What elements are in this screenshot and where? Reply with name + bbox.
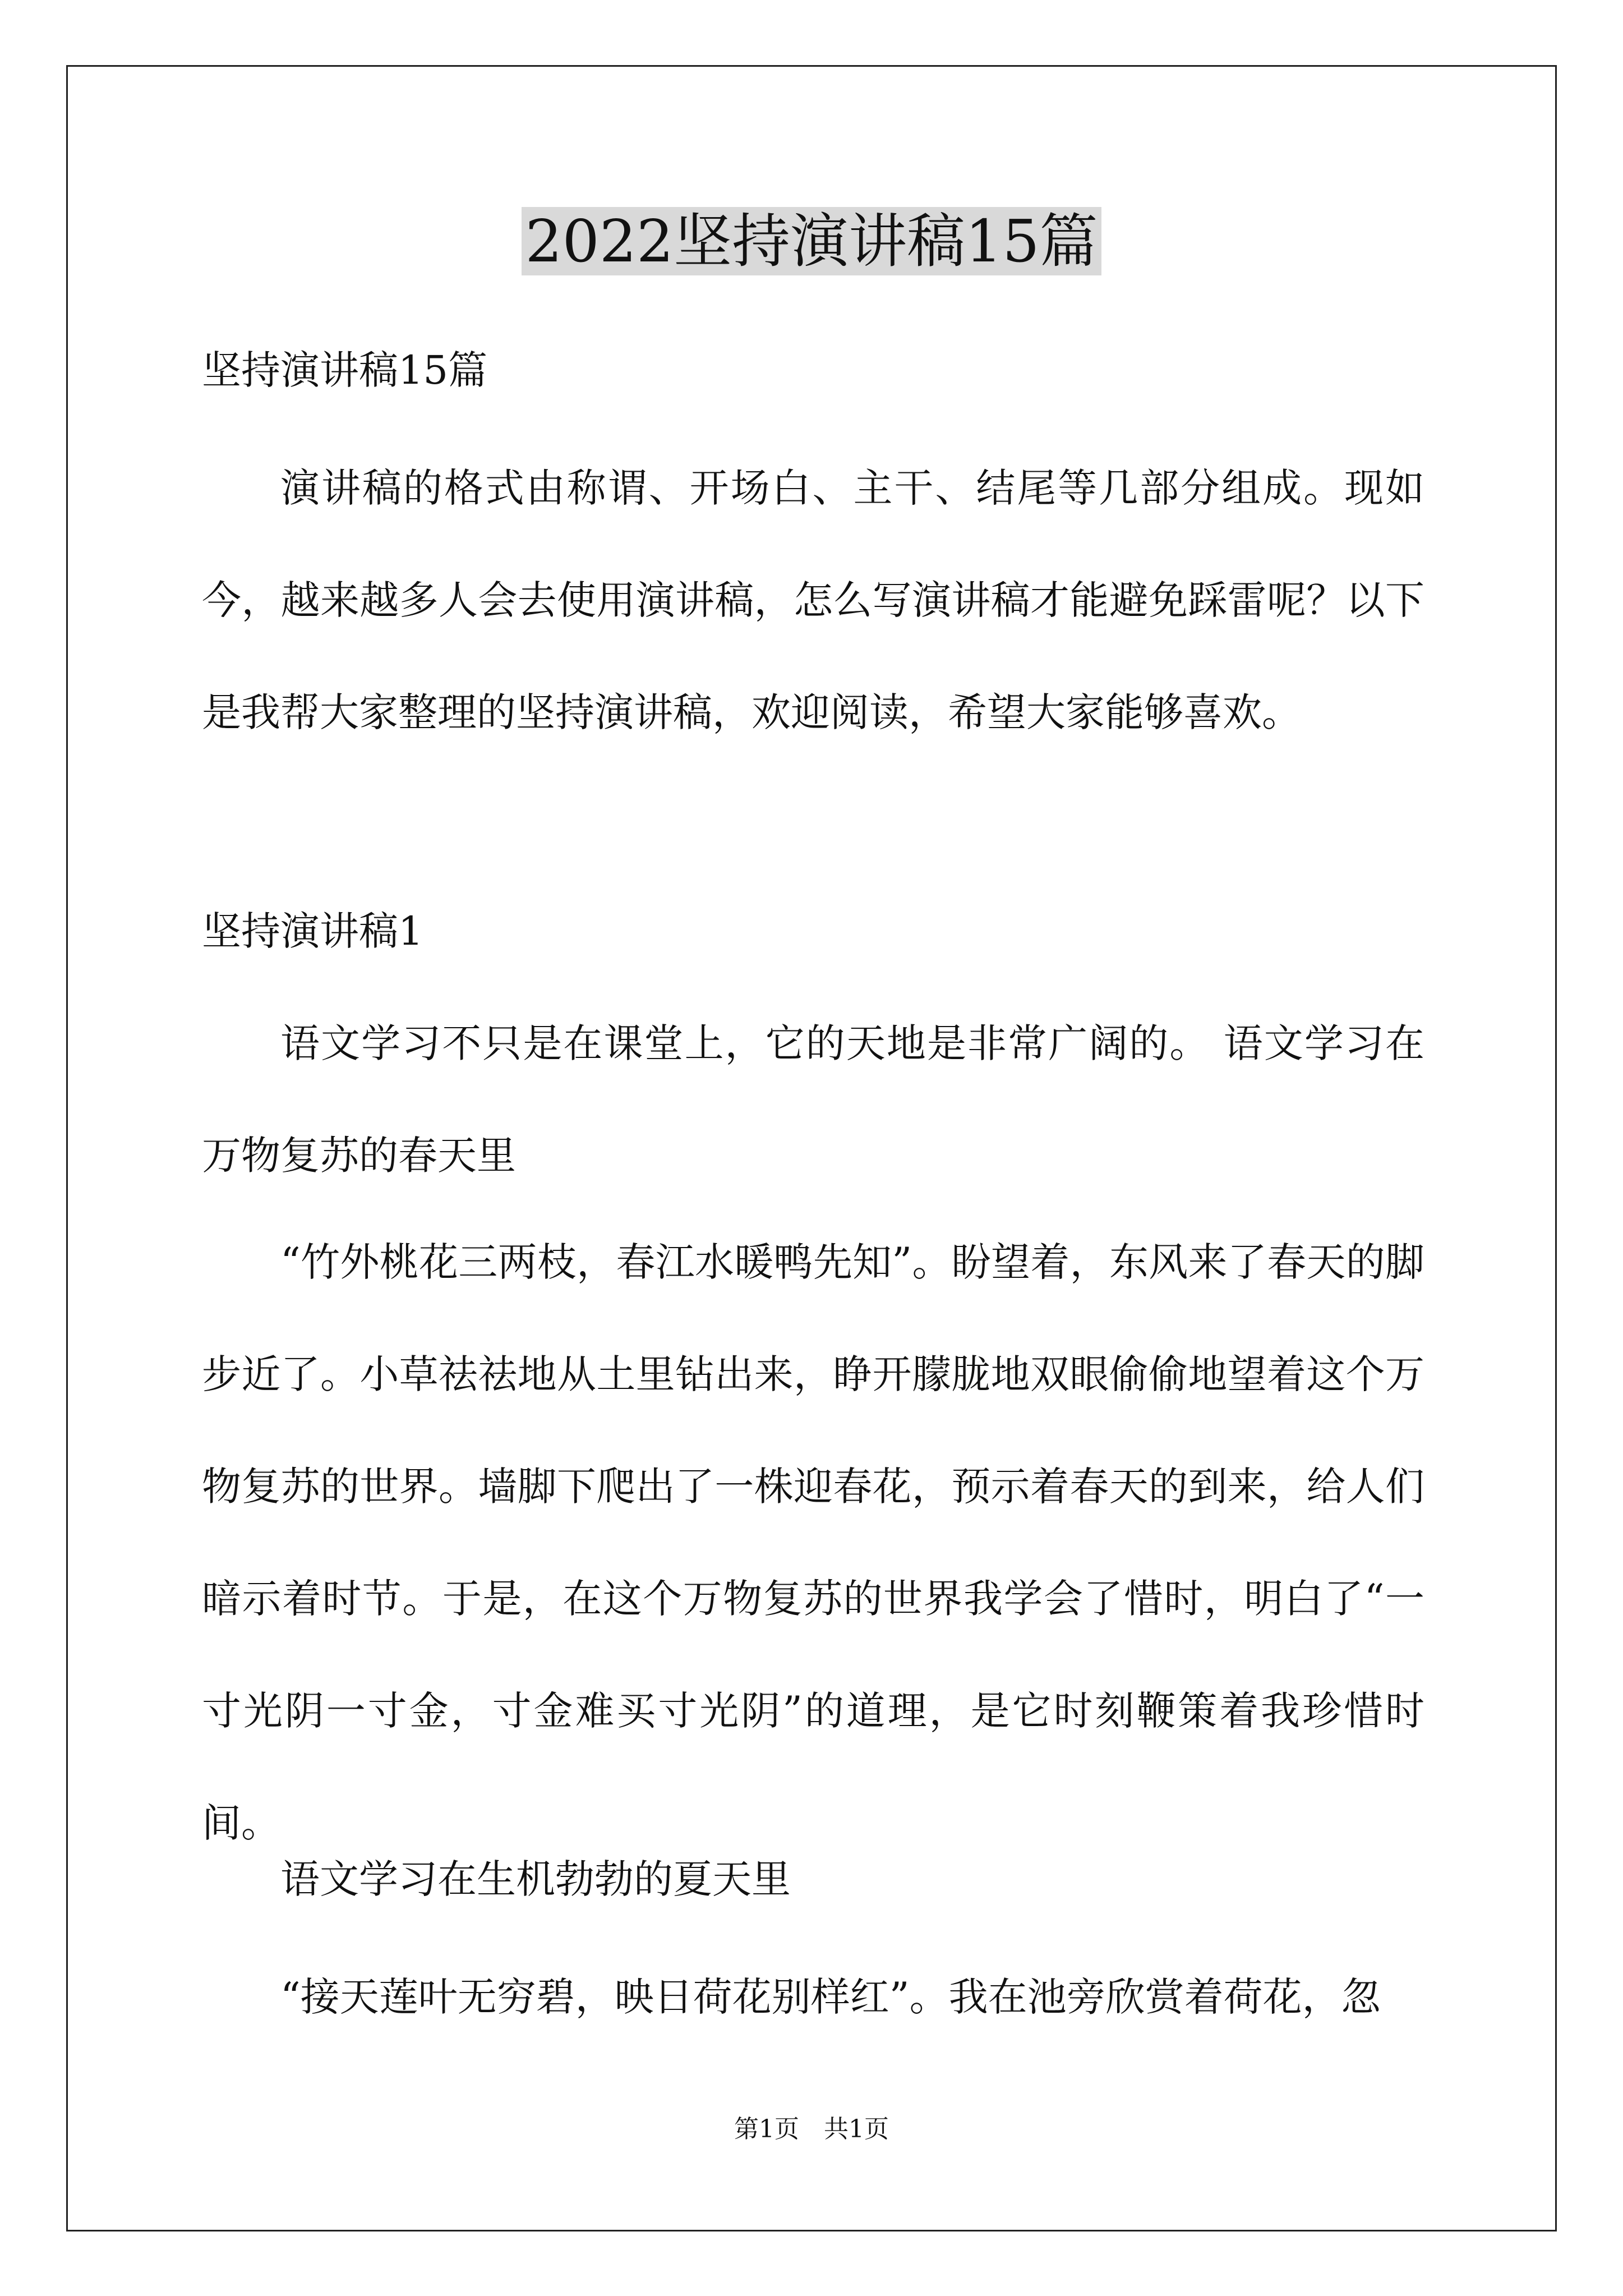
- document-title: [0, 202, 1623, 280]
- document-title-text: 2022坚持演讲稿15篇: [522, 207, 1101, 275]
- document-subtitle: 坚持演讲稿15篇: [202, 347, 488, 393]
- paragraph-1: 语文学习不只是在课堂上，它的天地是非常广阔的。 语文学习在万物复苏的春天里: [202, 1020, 1424, 1179]
- intro-paragraph: 演讲稿的格式由称谓、开场白、主干、结尾等几部分组成。现如今，越来越多人会去使用演讲稿，怎么写演讲稿才能避免踩雷呢？以下是我帮大家整理的坚持演讲稿，欢迎阅读，希望大家能够喜欢。: [202, 465, 1424, 735]
- paragraph-3: 语文学习在生机勃勃的夏天里: [280, 1856, 791, 1902]
- paragraph-4: “接天莲叶无穷碧，映日荷花别样红”。我在池旁欣赏着荷花，忽: [280, 1974, 1381, 2020]
- paragraph-2: “竹外桃花三两枝，春江水暖鸭先知”。盼望着，东风来了春天的脚步近了。小草祛祛地从土里钻出来，睁开朦胧地双眼偷偷地望着这个万物复苏的世界。墙脚下爬出了一株迎春花，预示着春天的到来，给人们暗示着时节。于是，在这个万物复苏的世界我学会了惜时，明白了“一寸光阴一寸金，寸金难买寸光阴”的道理，是它时刻鞭策着我珍惜时间。: [202, 1239, 1424, 1846]
- page-footer: 第1页 共1页: [734, 2115, 889, 2143]
- section-heading: 坚持演讲稿1: [202, 908, 423, 954]
